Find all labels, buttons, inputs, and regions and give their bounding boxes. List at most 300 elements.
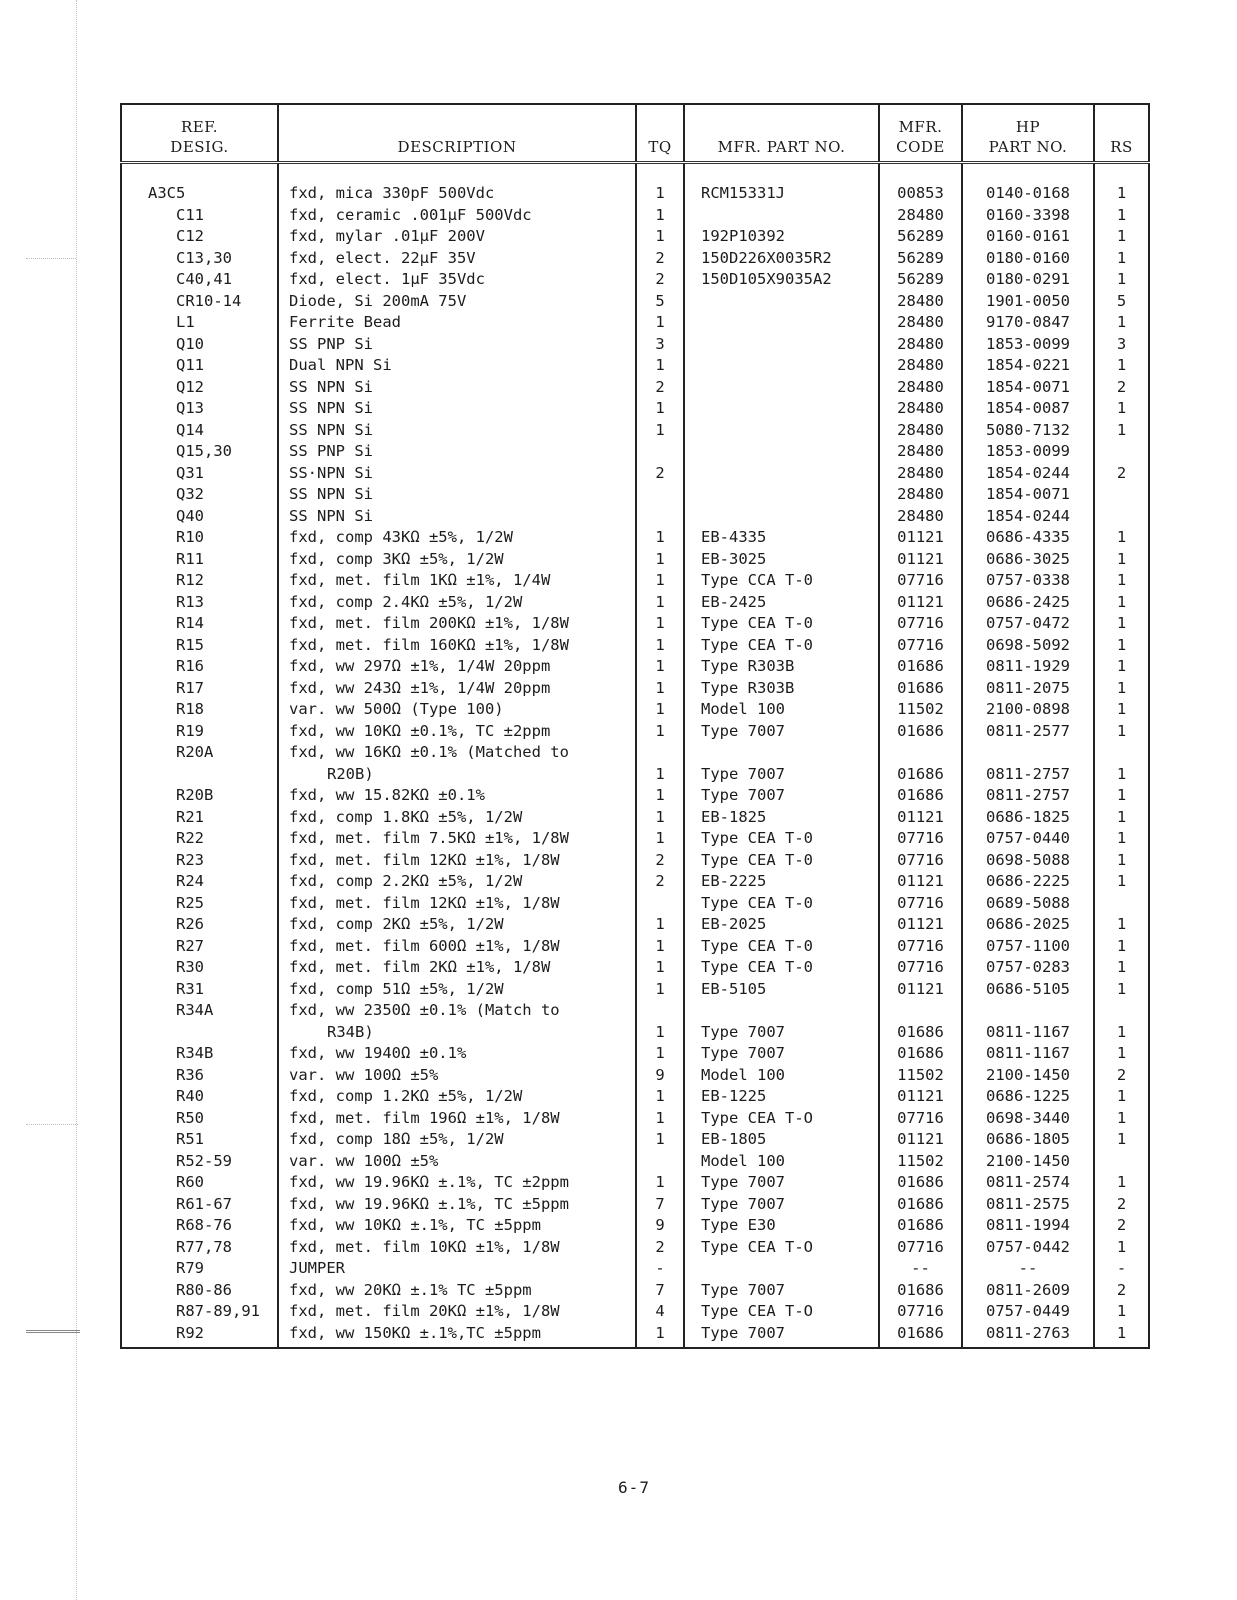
- description-cell: fxd, comp 51Ω ±5%, 1/2W: [278, 979, 636, 1001]
- rs-cell: 1: [1116, 850, 1127, 869]
- table-row: [121, 398, 1149, 420]
- rs-cell: [1094, 506, 1149, 528]
- mfr-code-cell: 56289: [879, 269, 962, 291]
- table-row: [121, 957, 1149, 979]
- mfr-part-no-cell: 150D226X0035R2: [684, 248, 879, 270]
- rs-cell: [1094, 1151, 1149, 1173]
- tq-cell: 9: [636, 1065, 684, 1087]
- mfr-part-no-cell: [684, 334, 879, 356]
- tq-cell: 1: [636, 979, 684, 1001]
- hp-part-no-cell: 0811-2763: [962, 1323, 1094, 1349]
- rs-cell: 1: [1116, 614, 1127, 632]
- mfr-code-cell: 11502: [879, 1151, 962, 1173]
- ref-cell: R34A: [121, 1000, 278, 1022]
- mfr-code-cell: 01686: [879, 1043, 962, 1065]
- description-cell: fxd, met. film 7.5KΩ ±1%, 1/8W: [278, 828, 636, 850]
- mfr-part-no-cell: Model 100: [684, 699, 879, 721]
- rs-cell: 5: [1116, 291, 1127, 310]
- rs-cell: 1: [1116, 936, 1127, 955]
- mfr-part-no-cell: RCM15331J: [684, 163, 879, 205]
- tq-cell: -: [636, 1258, 684, 1280]
- description-cell: SS NPN Si: [278, 506, 636, 528]
- description-cell: fxd, comp 1.2KΩ ±5%, 1/2W: [278, 1086, 636, 1108]
- tq-cell: 2: [636, 1237, 684, 1259]
- hp-part-no-cell: 0757-0440: [962, 828, 1094, 850]
- description-cell: fxd, ww 297Ω ±1%, 1/4W 20ppm: [278, 656, 636, 678]
- mfr-code-cell: 07716: [879, 1237, 962, 1259]
- description-cell: SS NPN Si: [278, 398, 636, 420]
- ref-cell: R50: [121, 1108, 278, 1130]
- hp-part-no-cell: 0698-5088: [962, 850, 1094, 872]
- rs-cell: 1: [1116, 979, 1127, 998]
- rs-cell: 1: [1116, 1302, 1127, 1320]
- mfr-code-cell: 01686: [879, 1172, 962, 1194]
- mfr-part-no-cell: Type CEA T-O: [684, 1237, 879, 1259]
- description-continuation: R34B): [327, 1022, 374, 1041]
- mfr-part-no-cell: Type CEA T-O: [684, 1108, 879, 1130]
- mfr-code-cell: [879, 1000, 962, 1022]
- table-row: [121, 163, 1149, 205]
- description-cell: Diode, Si 200mA 75V: [278, 291, 636, 313]
- description-cell: fxd, ww 19.96KΩ ±.1%, TC ±2ppm: [278, 1172, 636, 1194]
- description-cell: fxd, ww 16KΩ ±0.1% (Matched to: [278, 742, 636, 764]
- ref-cell: R34B: [121, 1043, 278, 1065]
- ref-cell: R87-89,91: [121, 1301, 278, 1323]
- table-row: [121, 527, 1149, 549]
- ref-cell: C13,30: [121, 248, 278, 270]
- hp-part-no-cell: 0698-5092: [962, 635, 1094, 657]
- table-row: [121, 893, 1149, 915]
- table-row: [121, 1258, 1149, 1280]
- rs-cell: 1: [1116, 915, 1127, 933]
- mfr-code-cell: 01686: [879, 1194, 962, 1216]
- table-row: [121, 1215, 1149, 1237]
- hp-part-no-cell: 2100-0898: [962, 699, 1094, 721]
- mfr-part-no-cell: Type E30: [684, 1215, 879, 1237]
- tq-cell: 1: [636, 699, 684, 721]
- table-row: [121, 656, 1149, 678]
- tq-cell: 1: [636, 635, 684, 657]
- mfr-part-no-cell: [684, 205, 879, 227]
- tq-cell: 1: [636, 1323, 684, 1349]
- hp-part-no-cell: 0811-1167: [962, 1022, 1094, 1044]
- ref-cell: R27: [121, 936, 278, 958]
- mfr-part-no-cell: EB-2025: [684, 914, 879, 936]
- hp-part-no-cell: 0757-0338: [962, 570, 1094, 592]
- hp-part-no-cell: 0698-3440: [962, 1108, 1094, 1130]
- edge-mark: [26, 1124, 78, 1125]
- rs-cell: 1: [1116, 528, 1127, 546]
- mfr-part-no-cell: Type R303B: [684, 678, 879, 700]
- mfr-part-no-cell: EB-4335: [684, 527, 879, 549]
- mfr-part-no-cell: EB-2425: [684, 592, 879, 614]
- mfr-code-cell: 07716: [879, 828, 962, 850]
- rs-cell: [1094, 441, 1149, 463]
- description-cell: fxd, ww 10KΩ ±.1%, TC ±5ppm: [278, 1215, 636, 1237]
- rs-cell: [1094, 484, 1149, 506]
- hp-part-no-cell: 1854-0244: [962, 506, 1094, 528]
- description-cell: fxd, ww 1940Ω ±0.1%: [278, 1043, 636, 1065]
- ref-cell: R80-86: [121, 1280, 278, 1302]
- rs-cell: 2: [1116, 1065, 1127, 1084]
- ref-cell: C40,41: [121, 269, 278, 291]
- mfr-part-no-cell: Type R303B: [684, 656, 879, 678]
- rs-cell: 1: [1116, 678, 1127, 697]
- tq-cell: 1: [636, 1108, 684, 1130]
- tq-cell: 2: [636, 871, 684, 893]
- mfr-part-no-cell: [684, 398, 879, 420]
- description-cell: SS NPN Si: [278, 420, 636, 442]
- description-cell: fxd, mylar .01µF 200V: [278, 226, 636, 248]
- mfr-part-no-cell: Type 7007: [684, 1043, 879, 1065]
- mfr-code-cell: 01686: [879, 678, 962, 700]
- table-row: [121, 1237, 1149, 1259]
- hp-part-no-cell: 0811-2609: [962, 1280, 1094, 1302]
- hp-part-no-cell: 0686-2425: [962, 592, 1094, 614]
- mfr-code-cell: 07716: [879, 613, 962, 635]
- ref-cell: R23: [121, 850, 278, 872]
- description-cell: Dual NPN Si: [278, 355, 636, 377]
- rs-cell: 1: [1116, 872, 1127, 890]
- ref-cell: R30: [121, 957, 278, 979]
- description-cell: fxd, met. film 2KΩ ±1%, 1/8W: [278, 957, 636, 979]
- header-description: DESCRIPTION: [278, 104, 636, 163]
- hp-part-no-cell: 0811-1929: [962, 656, 1094, 678]
- mfr-code-cell: 01121: [879, 527, 962, 549]
- ref-cell: Q32: [121, 484, 278, 506]
- ref-cell: Q14: [121, 420, 278, 442]
- table-row: [121, 334, 1149, 356]
- rs-cell: 1: [1116, 549, 1127, 568]
- ref-cell: R92: [121, 1323, 278, 1349]
- hp-part-no-cell: 0180-0160: [962, 248, 1094, 270]
- rs-cell: [1094, 893, 1149, 915]
- mfr-code-cell: 01121: [879, 1129, 962, 1151]
- ref-cell: [121, 1022, 278, 1044]
- mfr-part-no-cell: 192P10392: [684, 226, 879, 248]
- hp-part-no-cell: 0686-3025: [962, 549, 1094, 571]
- tq-cell: 7: [636, 1280, 684, 1302]
- mfr-part-no-cell: [684, 355, 879, 377]
- description-cell: var. ww 500Ω (Type 100): [278, 699, 636, 721]
- tq-cell: 1: [636, 613, 684, 635]
- description-cell: fxd, elect. 22µF 35V: [278, 248, 636, 270]
- description-cell: fxd, comp 43KΩ ±5%, 1/2W: [278, 527, 636, 549]
- tq-cell: 2: [636, 463, 684, 485]
- tq-cell: 1: [636, 163, 684, 205]
- mfr-code-cell: 07716: [879, 957, 962, 979]
- ref-cell: R12: [121, 570, 278, 592]
- table-row: [121, 785, 1149, 807]
- mfr-code-cell: 28480: [879, 398, 962, 420]
- tq-cell: [636, 506, 684, 528]
- table-body: [121, 163, 1149, 1349]
- description-cell: fxd, met. film 200KΩ ±1%, 1/8W: [278, 613, 636, 635]
- table-row: [121, 420, 1149, 442]
- hp-part-no-cell: 0811-2574: [962, 1172, 1094, 1194]
- tq-cell: 1: [636, 398, 684, 420]
- mfr-code-cell: 01121: [879, 871, 962, 893]
- rs-cell: 1: [1116, 958, 1127, 976]
- tq-cell: 2: [636, 248, 684, 270]
- hp-part-no-cell: 5080-7132: [962, 420, 1094, 442]
- rs-cell: 1: [1116, 1044, 1127, 1062]
- header-rs: RS: [1094, 104, 1149, 163]
- description-cell: fxd, mica 330pF 500Vdc: [278, 163, 636, 205]
- tq-cell: 1: [636, 957, 684, 979]
- rs-cell: 1: [1116, 270, 1127, 288]
- tq-cell: [636, 1151, 684, 1173]
- rs-cell: 1: [1116, 807, 1127, 826]
- description-cell: SS PNP Si: [278, 334, 636, 356]
- ref-cell: L1: [121, 312, 278, 334]
- table-row: [121, 355, 1149, 377]
- table-row: [121, 226, 1149, 248]
- tq-cell: 1: [636, 1129, 684, 1151]
- mfr-code-cell: 28480: [879, 334, 962, 356]
- table-row: [121, 570, 1149, 592]
- description-cell: SS NPN Si: [278, 377, 636, 399]
- tq-cell: 1: [636, 764, 684, 786]
- description-cell: fxd, ww 10KΩ ±0.1%, TC ±2ppm: [278, 721, 636, 743]
- tq-cell: 1: [636, 914, 684, 936]
- tq-cell: 2: [636, 850, 684, 872]
- header-mfr-part-no: MFR. PART NO.: [684, 104, 879, 163]
- mfr-code-cell: 07716: [879, 635, 962, 657]
- table-row: [121, 1194, 1149, 1216]
- description-cell: fxd, ww 243Ω ±1%, 1/4W 20ppm: [278, 678, 636, 700]
- ref-cell: R17: [121, 678, 278, 700]
- hp-part-no-cell: 0686-2225: [962, 871, 1094, 893]
- hp-part-no-cell: 1853-0099: [962, 334, 1094, 356]
- ref-cell: R20B: [121, 785, 278, 807]
- ref-cell: R19: [121, 721, 278, 743]
- mfr-code-cell: 01121: [879, 592, 962, 614]
- description-cell: fxd, elect. 1µF 35Vdc: [278, 269, 636, 291]
- ref-cell: R52-59: [121, 1151, 278, 1173]
- hp-part-no-cell: 1901-0050: [962, 291, 1094, 313]
- ref-cell: R68-76: [121, 1215, 278, 1237]
- hp-part-no-cell: 0686-1825: [962, 807, 1094, 829]
- ref-cell: R60: [121, 1172, 278, 1194]
- rs-cell: 1: [1116, 205, 1127, 224]
- mfr-code-cell: 07716: [879, 570, 962, 592]
- hp-part-no-cell: 0180-0291: [962, 269, 1094, 291]
- mfr-part-no-cell: Type 7007: [684, 721, 879, 743]
- hp-part-no-cell: 1854-0244: [962, 463, 1094, 485]
- table-row: [121, 979, 1149, 1001]
- rs-cell: 1: [1116, 420, 1127, 439]
- table-row: [121, 441, 1149, 463]
- tq-cell: 1: [636, 420, 684, 442]
- table-row: [121, 807, 1149, 829]
- hp-part-no-cell: 0757-1100: [962, 936, 1094, 958]
- ref-cell: Q31: [121, 463, 278, 485]
- description-cell: SS PNP Si: [278, 441, 636, 463]
- mfr-code-cell: 01121: [879, 807, 962, 829]
- rs-cell: 1: [1116, 184, 1127, 202]
- tq-cell: 1: [636, 721, 684, 743]
- table-row: [121, 678, 1149, 700]
- mfr-part-no-cell: Type 7007: [684, 1172, 879, 1194]
- description-cell: var. ww 100Ω ±5%: [278, 1065, 636, 1087]
- rs-cell: 1: [1116, 399, 1127, 417]
- description-cell: fxd, met. film 600Ω ±1%, 1/8W: [278, 936, 636, 958]
- mfr-code-cell: 01686: [879, 656, 962, 678]
- table-row: [121, 914, 1149, 936]
- tq-cell: 1: [636, 312, 684, 334]
- tq-cell: 1: [636, 570, 684, 592]
- header-mfr-code: MFR. CODE: [879, 104, 962, 163]
- hp-part-no-cell: --: [962, 1258, 1094, 1280]
- mfr-part-no-cell: EB-1225: [684, 1086, 879, 1108]
- ref-cell: Q40: [121, 506, 278, 528]
- description-cell: fxd, comp 3KΩ ±5%, 1/2W: [278, 549, 636, 571]
- hp-part-no-cell: 0811-2757: [962, 785, 1094, 807]
- description-cell: fxd, comp 1.8KΩ ±5%, 1/2W: [278, 807, 636, 829]
- table-row: [121, 1108, 1149, 1130]
- mfr-part-no-cell: EB-1825: [684, 807, 879, 829]
- rs-cell: 1: [1116, 227, 1127, 245]
- ref-cell: A3C5: [121, 163, 278, 205]
- ref-cell: R10: [121, 527, 278, 549]
- mfr-code-cell: 01686: [879, 721, 962, 743]
- table-row: [121, 828, 1149, 850]
- ref-cell: C11: [121, 205, 278, 227]
- mfr-code-cell: 07716: [879, 1108, 962, 1130]
- tq-cell: 1: [636, 936, 684, 958]
- ref-cell: R31: [121, 979, 278, 1001]
- mfr-code-cell: 01686: [879, 764, 962, 786]
- tq-cell: 1: [636, 549, 684, 571]
- table-row: [121, 506, 1149, 528]
- ref-cell: R22: [121, 828, 278, 850]
- mfr-part-no-cell: Type CEA T-0: [684, 936, 879, 958]
- tq-cell: 1: [636, 678, 684, 700]
- rs-cell: 1: [1116, 657, 1127, 675]
- mfr-code-cell: 11502: [879, 1065, 962, 1087]
- table-row: [121, 248, 1149, 270]
- mfr-code-cell: 56289: [879, 248, 962, 270]
- table-row: [121, 291, 1149, 313]
- mfr-code-cell: 01121: [879, 914, 962, 936]
- rs-cell: 1: [1116, 1087, 1127, 1105]
- mfr-part-no-cell: [684, 420, 879, 442]
- ref-cell: R15: [121, 635, 278, 657]
- rs-cell: 1: [1116, 1173, 1127, 1191]
- tq-cell: 1: [636, 1086, 684, 1108]
- table-row: [121, 613, 1149, 635]
- tq-cell: [636, 1000, 684, 1022]
- mfr-code-cell: 28480: [879, 463, 962, 485]
- tq-cell: 2: [636, 377, 684, 399]
- mfr-code-cell: 07716: [879, 1301, 962, 1323]
- rs-cell: 1: [1116, 248, 1127, 267]
- ref-cell: Q10: [121, 334, 278, 356]
- ref-cell: R77,78: [121, 1237, 278, 1259]
- rs-cell: 1: [1116, 764, 1127, 783]
- mfr-code-cell: 28480: [879, 441, 962, 463]
- binding-line: [76, 0, 77, 1600]
- mfr-code-cell: 28480: [879, 355, 962, 377]
- table-header: [121, 104, 1149, 163]
- table-row: [121, 1323, 1149, 1349]
- mfr-part-no-cell: Type 7007: [684, 1022, 879, 1044]
- mfr-part-no-cell: Type 7007: [684, 1280, 879, 1302]
- ref-cell: Q13: [121, 398, 278, 420]
- tq-cell: 7: [636, 1194, 684, 1216]
- rs-cell: 1: [1116, 356, 1127, 374]
- description-cell: fxd, comp 18Ω ±5%, 1/2W: [278, 1129, 636, 1151]
- tq-cell: 5: [636, 291, 684, 313]
- table-row: [121, 721, 1149, 743]
- description-cell: Ferrite Bead: [278, 312, 636, 334]
- tq-cell: 2: [636, 269, 684, 291]
- description-cell: fxd, met. film 196Ω ±1%, 1/8W: [278, 1108, 636, 1130]
- description-cell: fxd, ww 15.82KΩ ±0.1%: [278, 785, 636, 807]
- rs-cell: 1: [1116, 635, 1127, 654]
- description-cell: var. ww 100Ω ±5%: [278, 1151, 636, 1173]
- rs-cell: 3: [1116, 334, 1127, 353]
- tq-cell: 1: [636, 1022, 684, 1044]
- hp-part-no-cell: 0686-1805: [962, 1129, 1094, 1151]
- ref-cell: Q11: [121, 355, 278, 377]
- mfr-part-no-cell: EB-1805: [684, 1129, 879, 1151]
- mfr-part-no-cell: [684, 506, 879, 528]
- ref-cell: R51: [121, 1129, 278, 1151]
- rs-cell: [1094, 1000, 1149, 1022]
- hp-part-no-cell: 0686-1225: [962, 1086, 1094, 1108]
- header-ref-desig: REF. DESIG.: [121, 104, 278, 163]
- mfr-code-cell: --: [879, 1258, 962, 1280]
- rs-cell: 1: [1116, 1130, 1127, 1148]
- mfr-part-no-cell: Type 7007: [684, 1323, 879, 1349]
- hp-part-no-cell: 0689-5088: [962, 893, 1094, 915]
- mfr-part-no-cell: Type 7007: [684, 764, 879, 786]
- hp-part-no-cell: 1854-0071: [962, 484, 1094, 506]
- tq-cell: 3: [636, 334, 684, 356]
- hp-part-no-cell: 0811-1167: [962, 1043, 1094, 1065]
- tq-cell: [636, 893, 684, 915]
- mfr-code-cell: 07716: [879, 850, 962, 872]
- mfr-code-cell: 01686: [879, 1215, 962, 1237]
- description-cell: fxd, met. film 160KΩ ±1%, 1/8W: [278, 635, 636, 657]
- tq-cell: 1: [636, 785, 684, 807]
- table-row: [121, 269, 1149, 291]
- tq-cell: 1: [636, 527, 684, 549]
- ref-cell: R16: [121, 656, 278, 678]
- description-cell: fxd, met. film 12KΩ ±1%, 1/8W: [278, 850, 636, 872]
- hp-part-no-cell: [962, 1000, 1094, 1022]
- table-row: [121, 1086, 1149, 1108]
- hp-part-no-cell: 0686-5105: [962, 979, 1094, 1001]
- mfr-code-cell: 01686: [879, 785, 962, 807]
- mfr-code-cell: 28480: [879, 420, 962, 442]
- mfr-part-no-cell: [684, 441, 879, 463]
- mfr-part-no-cell: Type CEA T-0: [684, 828, 879, 850]
- hp-part-no-cell: 0160-0161: [962, 226, 1094, 248]
- ref-cell: R20A: [121, 742, 278, 764]
- description-cell: fxd, ww 150KΩ ±.1%,TC ±5ppm: [278, 1323, 636, 1349]
- description-cell: fxd, ww 2350Ω ±0.1% (Match to: [278, 1000, 636, 1022]
- hp-part-no-cell: 0757-0283: [962, 957, 1094, 979]
- mfr-part-no-cell: EB-3025: [684, 549, 879, 571]
- ref-cell: R61-67: [121, 1194, 278, 1216]
- hp-part-no-cell: 0757-0472: [962, 613, 1094, 635]
- rs-cell: 1: [1116, 786, 1127, 804]
- tq-cell: 1: [636, 226, 684, 248]
- table-row: [121, 1022, 1149, 1044]
